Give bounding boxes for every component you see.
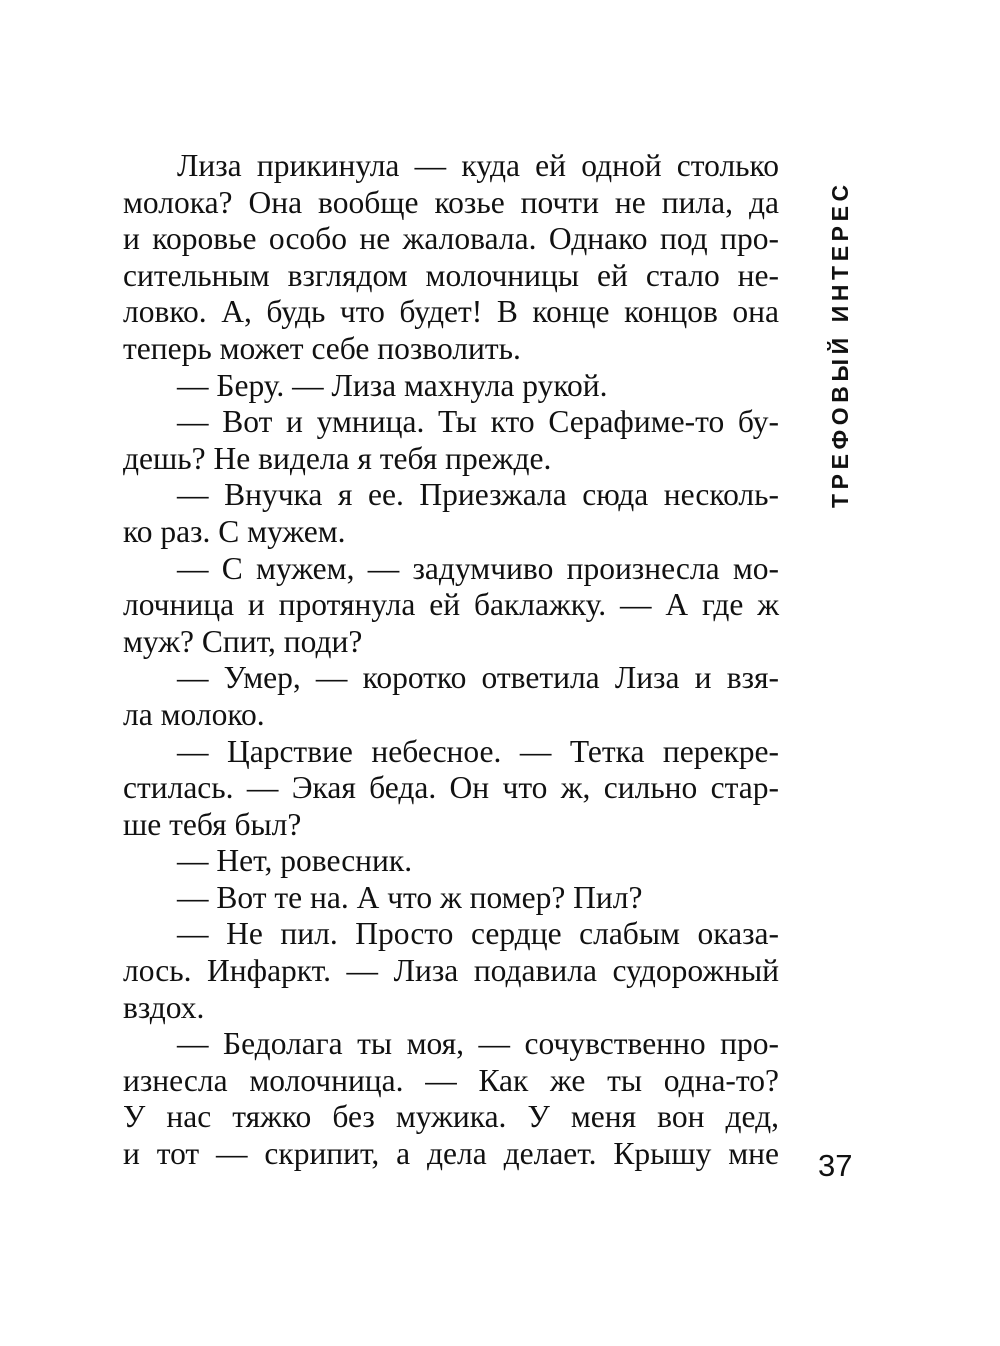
- text-line: Лиза прикинула — куда ей одной столько: [177, 148, 779, 183]
- text-line: — Не пил. Просто сердце слабым оказа-: [177, 916, 779, 952]
- text-line: молока? Она вообще козье почти не пила, да: [123, 184, 779, 220]
- text-line: — Царствие небесное. — Тетка перекре-: [177, 733, 779, 769]
- text-line: дешь? Не видела я тебя прежде.: [123, 440, 552, 476]
- text-line: стилась. — Экая беда. Он что ж, сильно стар-: [123, 770, 779, 806]
- text-line: — Нет, ровесник.: [177, 843, 413, 879]
- text-line: лось. Инфаркт. — Лиза подавила судорожный: [123, 953, 779, 989]
- text-line: ко раз. С мужем.: [123, 513, 346, 549]
- page-number: 37: [818, 1148, 853, 1183]
- text-line: лочница и протянула ей баклажку. — А где ж: [123, 587, 779, 623]
- text-line: — Вот и умница. Ты кто Серафиме-то бу-: [177, 404, 779, 440]
- text-line: — Бедолага ты моя, — сочувственно про-: [177, 1026, 779, 1062]
- text-line: теперь может себе позволить.: [123, 330, 521, 366]
- text-line: и тот — скрипит, а дела делает. Крышу мне: [123, 1136, 779, 1172]
- text-line: ше тебя был?: [123, 806, 302, 842]
- running-head: ТРЕФОВЫЙ ИНТЕРЕС: [827, 180, 853, 508]
- text-line: — Беру. — Лиза махнула рукой.: [177, 367, 608, 403]
- text-line: сительным взглядом молочницы ей стало не-: [123, 257, 779, 293]
- text-line: и коровье особо не жаловала. Однако под про-: [123, 221, 779, 257]
- text-line: ла молоко.: [123, 696, 265, 732]
- text-line: — Умер, — коротко ответила Лиза и взя-: [177, 660, 779, 696]
- text-line: — Вот те на. А что ж помер? Пил?: [177, 879, 643, 915]
- text-line: — С мужем, — задумчиво произнесла мо-: [177, 550, 779, 586]
- text-line: изнесла молочница. — Как же ты одна-то?: [123, 1062, 779, 1098]
- text-line: У нас тяжко без мужика. У меня вон дед,: [123, 1099, 779, 1135]
- text-line: ловко. А, будь что будет! В конце концов она: [123, 294, 779, 330]
- text-line: — Внучка я ее. Приезжала сюда несколь-: [177, 477, 779, 513]
- text-line: муж? Спит, поди?: [123, 623, 363, 659]
- text-line: вздох.: [123, 989, 205, 1025]
- body-text: [123, 148, 779, 1173]
